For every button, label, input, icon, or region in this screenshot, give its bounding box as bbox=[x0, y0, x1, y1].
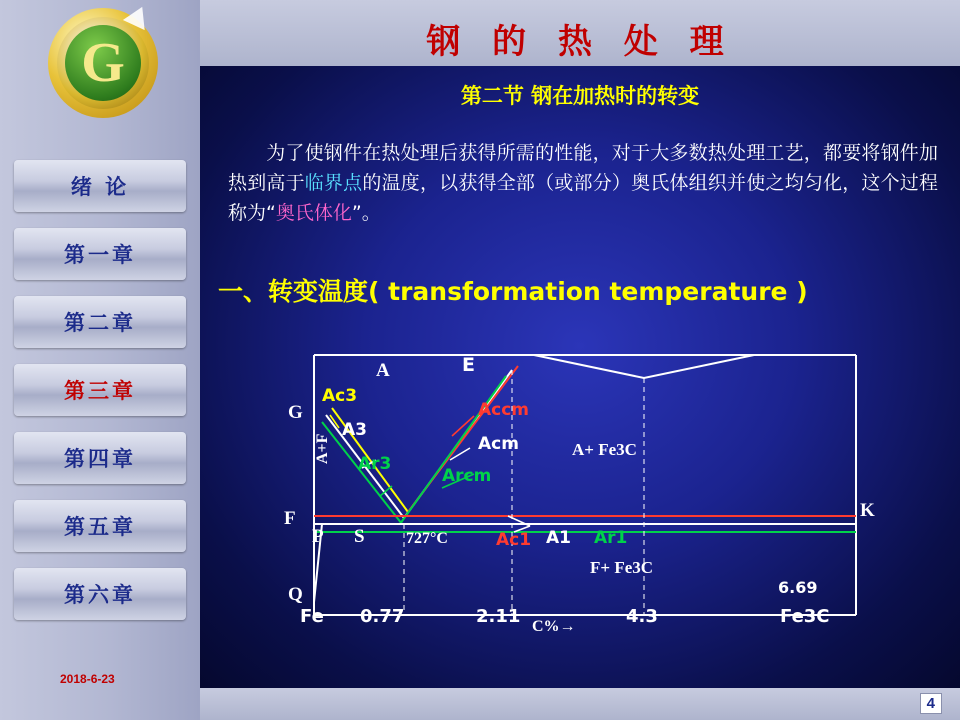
paragraph-highlight-2: 奥氏体化 bbox=[275, 202, 352, 224]
sidebar-item-label: 第一章 bbox=[64, 243, 136, 267]
diagram-label-Ac3: Ac3 bbox=[322, 386, 358, 406]
diagram-region-A-plus-Fe3C: A+ Fe3C bbox=[572, 440, 637, 459]
diagram-label-Ar1: Ar1 bbox=[594, 528, 628, 548]
diagram-label-F: F bbox=[284, 508, 296, 529]
sidebar-item-1[interactable] bbox=[14, 228, 186, 280]
date-label: 2018-6-23 bbox=[60, 672, 115, 686]
sidebar-item-0[interactable] bbox=[14, 160, 186, 212]
logo-letter: G bbox=[81, 32, 125, 94]
subheading: 一、转变温度( transformation temperature ) bbox=[218, 277, 808, 306]
sidebar-item-label: 绪 论 bbox=[70, 175, 130, 199]
sidebar-item-4[interactable] bbox=[14, 432, 186, 484]
paragraph-highlight-1: 临界点 bbox=[304, 172, 363, 194]
phase-diagram bbox=[284, 340, 884, 640]
body-paragraph bbox=[228, 138, 938, 228]
sidebar-item-label: 第六章 bbox=[64, 583, 136, 607]
diagram-label-P: P bbox=[312, 526, 324, 547]
diagram-label-Accm: Accm bbox=[478, 400, 530, 420]
sidebar-item-5[interactable] bbox=[14, 500, 186, 552]
page-number: 4 bbox=[920, 693, 942, 714]
diagram-label-A1: A1 bbox=[546, 528, 571, 548]
diagram-region-A-plus-F: A+F bbox=[314, 433, 331, 464]
diagram-region-F-plus-Fe3C: F+ Fe3C bbox=[590, 558, 654, 577]
logo-disc bbox=[65, 25, 141, 101]
paragraph-text-2: 的温度，以获得全部（或部分）奥氏体组织并使之均匀化，这个过程称为“ bbox=[228, 172, 938, 224]
diagram-xtick-Fe3C: Fe3C bbox=[780, 606, 830, 627]
diagram-xtick-211: 2.11 bbox=[476, 606, 521, 627]
paragraph-text-3: ”。 bbox=[351, 202, 381, 224]
diagram-xlabel: C%→ bbox=[532, 618, 576, 635]
diagram-label-Q: Q bbox=[288, 584, 303, 605]
diagram-label-temperature: 727°C bbox=[406, 530, 448, 547]
diagram-label-composition-669: 6.69 bbox=[778, 578, 818, 597]
diagram-label-Ac1: Ac1 bbox=[496, 530, 532, 550]
diagram-label-Ar3: Ar3 bbox=[358, 454, 392, 474]
diagram-label-A3: A3 bbox=[342, 420, 367, 440]
page-title: 钢 的 热 处 理 bbox=[426, 22, 734, 62]
diagram-label-Arcm: Arcm bbox=[442, 466, 492, 486]
sidebar bbox=[0, 0, 200, 720]
section-title: 第二节 钢在加热时的转变 bbox=[460, 84, 700, 108]
diagram-label-K: K bbox=[860, 500, 875, 521]
sidebar-item-label: 第三章 bbox=[64, 379, 136, 403]
diagram-xtick-43: 4.3 bbox=[626, 606, 658, 627]
diagram-label-Acm: Acm bbox=[478, 434, 519, 454]
footer-bar bbox=[200, 688, 960, 720]
diagram-xtick-077: 0.77 bbox=[360, 606, 405, 627]
diagram-label-G: G bbox=[288, 402, 303, 423]
sidebar-item-label: 第五章 bbox=[64, 515, 136, 539]
sidebar-item-3[interactable] bbox=[14, 364, 186, 416]
sidebar-item-label: 第四章 bbox=[64, 447, 136, 471]
sidebar-item-6[interactable] bbox=[14, 568, 186, 620]
sidebar-item-label: 第二章 bbox=[64, 311, 136, 335]
paragraph-text-1: 为了使钢件在热处理后获得所需的性能，对于大多数热处理工艺，都要将钢件加热到高于 bbox=[228, 142, 938, 194]
diagram-xtick-Fe: Fe bbox=[300, 606, 324, 627]
logo bbox=[48, 8, 158, 118]
diagram-label-A: A bbox=[376, 360, 390, 381]
sidebar-item-2[interactable] bbox=[14, 296, 186, 348]
diagram-label-S: S bbox=[354, 526, 365, 547]
diagram-label-E: E bbox=[462, 354, 475, 376]
